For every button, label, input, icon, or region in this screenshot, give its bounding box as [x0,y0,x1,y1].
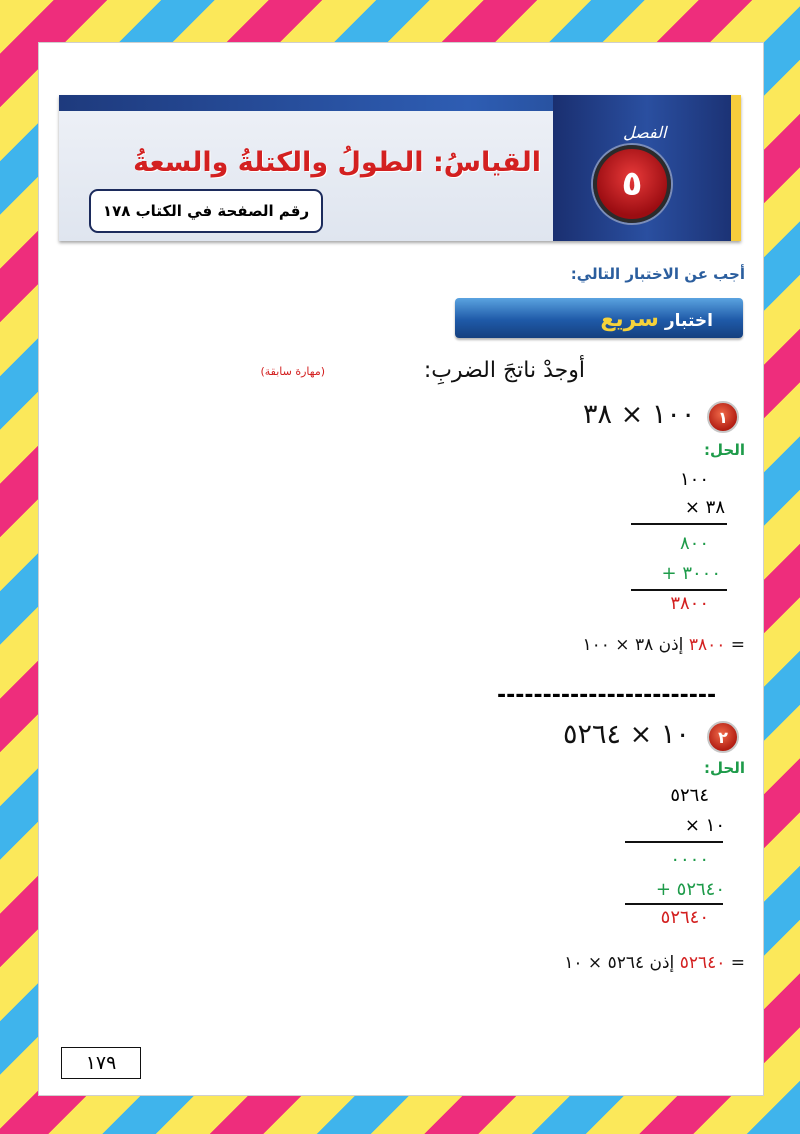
question-prompt: أوجدْ ناتجَ الضربِ: [423,358,585,383]
quiz-word-fast: سريع [600,307,659,332]
book-page-reference: رقم الصفحة في الكتاب ١٧٨ [89,189,323,233]
q2-row-multiplicand: ٥٢٦٤ [670,785,709,806]
q1-row-result: ٣٨٠٠ [670,593,709,614]
q2-row-result: ٥٢٦٤٠ [660,907,709,928]
chapter-number: ٥ [593,145,671,223]
q1-row-partial-2: + ٣٠٠٠ [661,563,721,584]
question-1-expression: ١٠٠ × ٣٨ [583,399,696,430]
skill-note: (مهارة سابقة) [260,365,325,378]
chapter-title: القياسُ: الطولُ والكتلةُ والسعةُ [133,147,541,178]
question-2-conclusion [564,953,745,973]
question-2-expression: ١٠ × ٥٢٦٤ [563,719,690,750]
q2-conclusion-text: إذن ٥٢٦٤ × ١٠ = [564,953,745,973]
q1-answer: ٣٨٠٠ [688,635,726,655]
q1-conclusion-text: إذن ٣٨ × ١٠٠ = [582,635,745,655]
q2-row-multiplier: × ١٠ [684,815,725,836]
q2-row-partial-2: + ٥٢٦٤٠ [655,879,725,900]
chapter-box [553,95,741,241]
chapter-banner [59,95,741,241]
q1-line-1 [631,523,727,525]
q2-line-2 [625,903,723,905]
q1-row-partial-1: ٨٠٠ [679,533,709,554]
question-separator: ------------------------ [497,683,717,708]
q1-row-multiplicand: ١٠٠ [679,469,709,490]
chapter-word: الفصل [623,123,667,142]
question-1-conclusion [582,635,745,655]
quiz-word-test: اختبار [664,311,713,331]
q2-answer: ٥٢٦٤٠ [679,953,726,973]
question-1-solution-label: الحل: [704,441,745,459]
q2-line-1 [625,841,723,843]
question-1-badge: ١ [707,401,739,433]
question-2-badge: ٢ [707,721,739,753]
q1-line-2 [631,589,727,591]
q1-row-multiplier: × ٣٨ [684,497,725,518]
quick-quiz-title [600,307,713,332]
question-2-solution-label: الحل: [704,759,745,777]
worksheet-page [38,42,764,1096]
quick-quiz-bar [455,298,743,338]
page-number: ١٧٩ [61,1047,141,1079]
q2-row-partial-1: ٠٠٠٠ [670,849,709,870]
instruction-text: أجب عن الاختبار التالي: [570,265,745,283]
